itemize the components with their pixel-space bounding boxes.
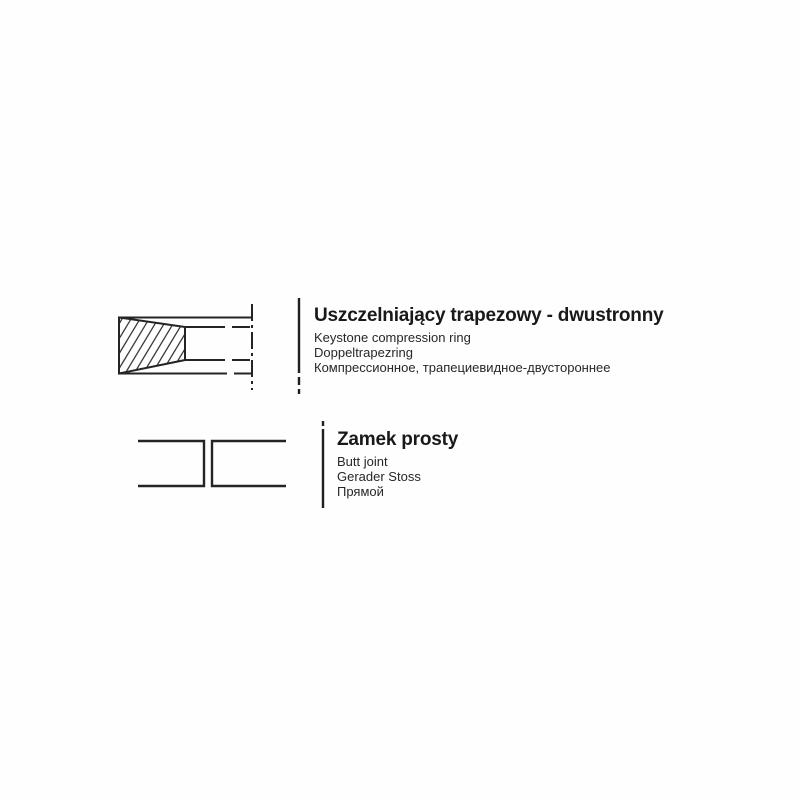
section-title-pl: Zamek prosty (337, 429, 459, 450)
keystone-ring-labels (314, 305, 663, 375)
section-divider-top (296, 297, 302, 397)
section-subtitle-de: Doppeltrapezring (314, 345, 414, 360)
keystone-ring-diagram (112, 300, 260, 395)
section-subtitle-de: Gerader Stoss (337, 469, 421, 484)
section-divider-bottom (320, 420, 326, 512)
section-subtitle-ru: Компрессионное, трапециевидное-двустороннее (314, 360, 611, 375)
section-subtitle-en: Butt joint (337, 454, 388, 469)
ring-end-right (212, 441, 286, 486)
butt-joint-labels (337, 429, 458, 499)
section-subtitle-ru: Прямой (337, 484, 384, 499)
ring-cross-section-outline (119, 318, 185, 374)
section-subtitle-en: Keystone compression ring (314, 330, 471, 345)
butt-joint-diagram (136, 436, 290, 490)
section-title-pl: Uszczelniający trapezowy - dwustronny (314, 305, 664, 326)
ring-end-left (138, 441, 204, 486)
